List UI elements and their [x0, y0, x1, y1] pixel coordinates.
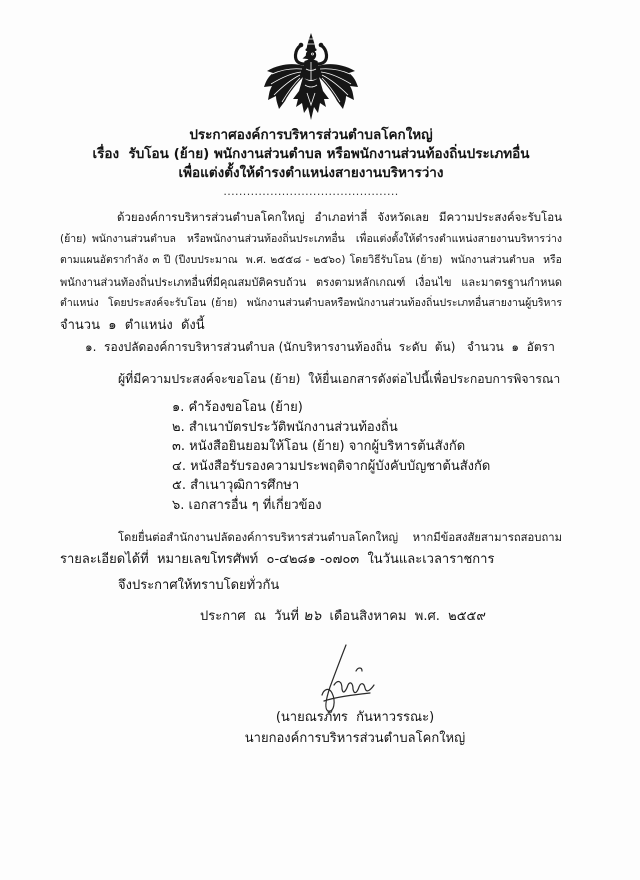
- announcement-content: [60, 126, 562, 749]
- title-line-subject: เรื่อง รับโอน (ย้าย) พนักงานส่วนตำบล หรือพนักงานส่วนท้องถิ่นประเภทอื่น: [92, 146, 530, 162]
- list-item-text: คำร้องขอโอน (ย้าย): [188, 400, 303, 415]
- title-separator: .............................................: [223, 185, 399, 198]
- intro-line: จำนวน ๑ ตำแหน่ง ดังนี้: [60, 317, 205, 333]
- closing-statement: จึงประกาศให้ทราบโดยทั่วกัน: [118, 578, 280, 593]
- list-item: [60, 398, 562, 418]
- intro-line: (ย้าย) พนักงานส่วนตำบล หรือพนักงานส่วนท้องถิ่นประเภทอื่น เพื่อแต่งตั้งให้ดำรงตำแหน่งสายงานบริหารว่าง: [60, 232, 562, 245]
- date-day-handwritten: ๒๖: [303, 607, 322, 624]
- signature-area: [205, 627, 505, 707]
- submission-paragraph: [60, 527, 562, 570]
- signatory-position: นายกองค์การบริหารส่วนตำบลโคกใหญ่: [244, 730, 466, 746]
- signature-block: [205, 627, 505, 749]
- list-item-text: หนังสือรับรองความประพฤติจากผู้บังคับบัญชาต้นสังกัด: [190, 458, 491, 474]
- signatory-name: (นายณรภัทร กันหาวรรณะ): [275, 709, 435, 725]
- handwritten-signature-icon: [312, 641, 384, 721]
- list-item-text: สำเนาวุฒิการศึกษา: [190, 478, 300, 493]
- list-item: [60, 437, 562, 457]
- list-item-number: ๔.: [172, 458, 186, 474]
- list-item-number: ๖.: [172, 497, 185, 513]
- list-item-text: หนังสือยินยอมให้โอน (ย้าย) จากผู้บริหารต้นสังกัด: [189, 439, 466, 454]
- date-month-year: เดือนสิงหาคม พ.ศ. ๒๕๕๙: [329, 608, 486, 624]
- garuda-emblem-icon: [263, 33, 359, 121]
- list-item: [60, 457, 562, 477]
- title-line-organization: ประกาศองค์การบริหารส่วนตำบลโคกใหญ่: [189, 127, 433, 143]
- list-item: [60, 496, 562, 516]
- intro-line: ตามแผนอัตรากำลัง ๓ ปี (ปีงบประมาณ พ.ศ. ๒๕๕๘ - ๒๕๖๐) โดยวิธีรับโอน (ย้าย) พนักงานส่วนตำบล หรือ: [60, 254, 562, 266]
- title-line-purpose: เพื่อแต่งตั้งให้ดำรงตำแหน่งสายงานบริหารว่าง: [178, 165, 444, 181]
- list-item: [60, 418, 562, 438]
- list-item-text: สำเนาบัตรประวัติพนักงานส่วนท้องถิ่น: [188, 419, 398, 435]
- intro-line: พนักงานส่วนท้องถิ่นประเภทอื่นที่มีคุณสมบัติครบถ้วน ตรงตามหลักเกณฑ์ เงื่อนไข และมาตรฐานกำหนด: [60, 275, 562, 289]
- intro-paragraph: [60, 207, 562, 336]
- list-item: [60, 476, 562, 496]
- list-item-number: ๑.: [172, 400, 185, 415]
- announcement-date: [60, 606, 562, 627]
- announcement-title: [60, 126, 562, 183]
- documents-intro: ผู้ที่มีความประสงค์จะขอโอน (ย้าย) ให้ยื่นเอกสารดังต่อไปนี้เพื่อประกอบการพิจารณา: [118, 372, 561, 386]
- list-item-number: ๓.: [172, 439, 186, 454]
- date-prefix: ประกาศ ณ วันที่: [200, 608, 299, 624]
- list-item-number: ๒.: [172, 419, 185, 435]
- submission-line: โดยยื่นต่อสำนักงานปลัดองค์การบริหารส่วนตำบลโคกใหญ่ หากมีข้อสงสัยสามารถสอบถาม: [118, 531, 562, 544]
- intro-line: ด้วยองค์การบริหารส่วนตำบลโคกใหญ่ อำเภอท่าลี่ จังหวัดเลย มีความประสงค์จะรับโอน: [117, 210, 562, 224]
- position-item: ๑. รองปลัดองค์การบริหารส่วนตำบล (นักบริหารงานท้องถิ่น ระดับ ต้น) จำนวน ๑ อัตรา: [85, 340, 555, 354]
- list-item-text: เอกสารอื่น ๆ ที่เกี่ยวข้อง: [188, 497, 322, 513]
- documents-list: [60, 398, 562, 515]
- intro-line: ตำแหน่ง โดยประสงค์จะรับโอน (ย้าย) พนักงานส่วนตำบลหรือพนักงานส่วนท้องถิ่นประเภทอื่นสายงานผู้บริหาร: [60, 297, 562, 309]
- submission-line: รายละเอียดได้ที่ หมายเลขโทรศัพท์ ๐-๔๒๘๑ -๐๗๐๓ ในวันและเวลาราชการ: [60, 551, 495, 567]
- list-item-number: ๕.: [172, 478, 186, 493]
